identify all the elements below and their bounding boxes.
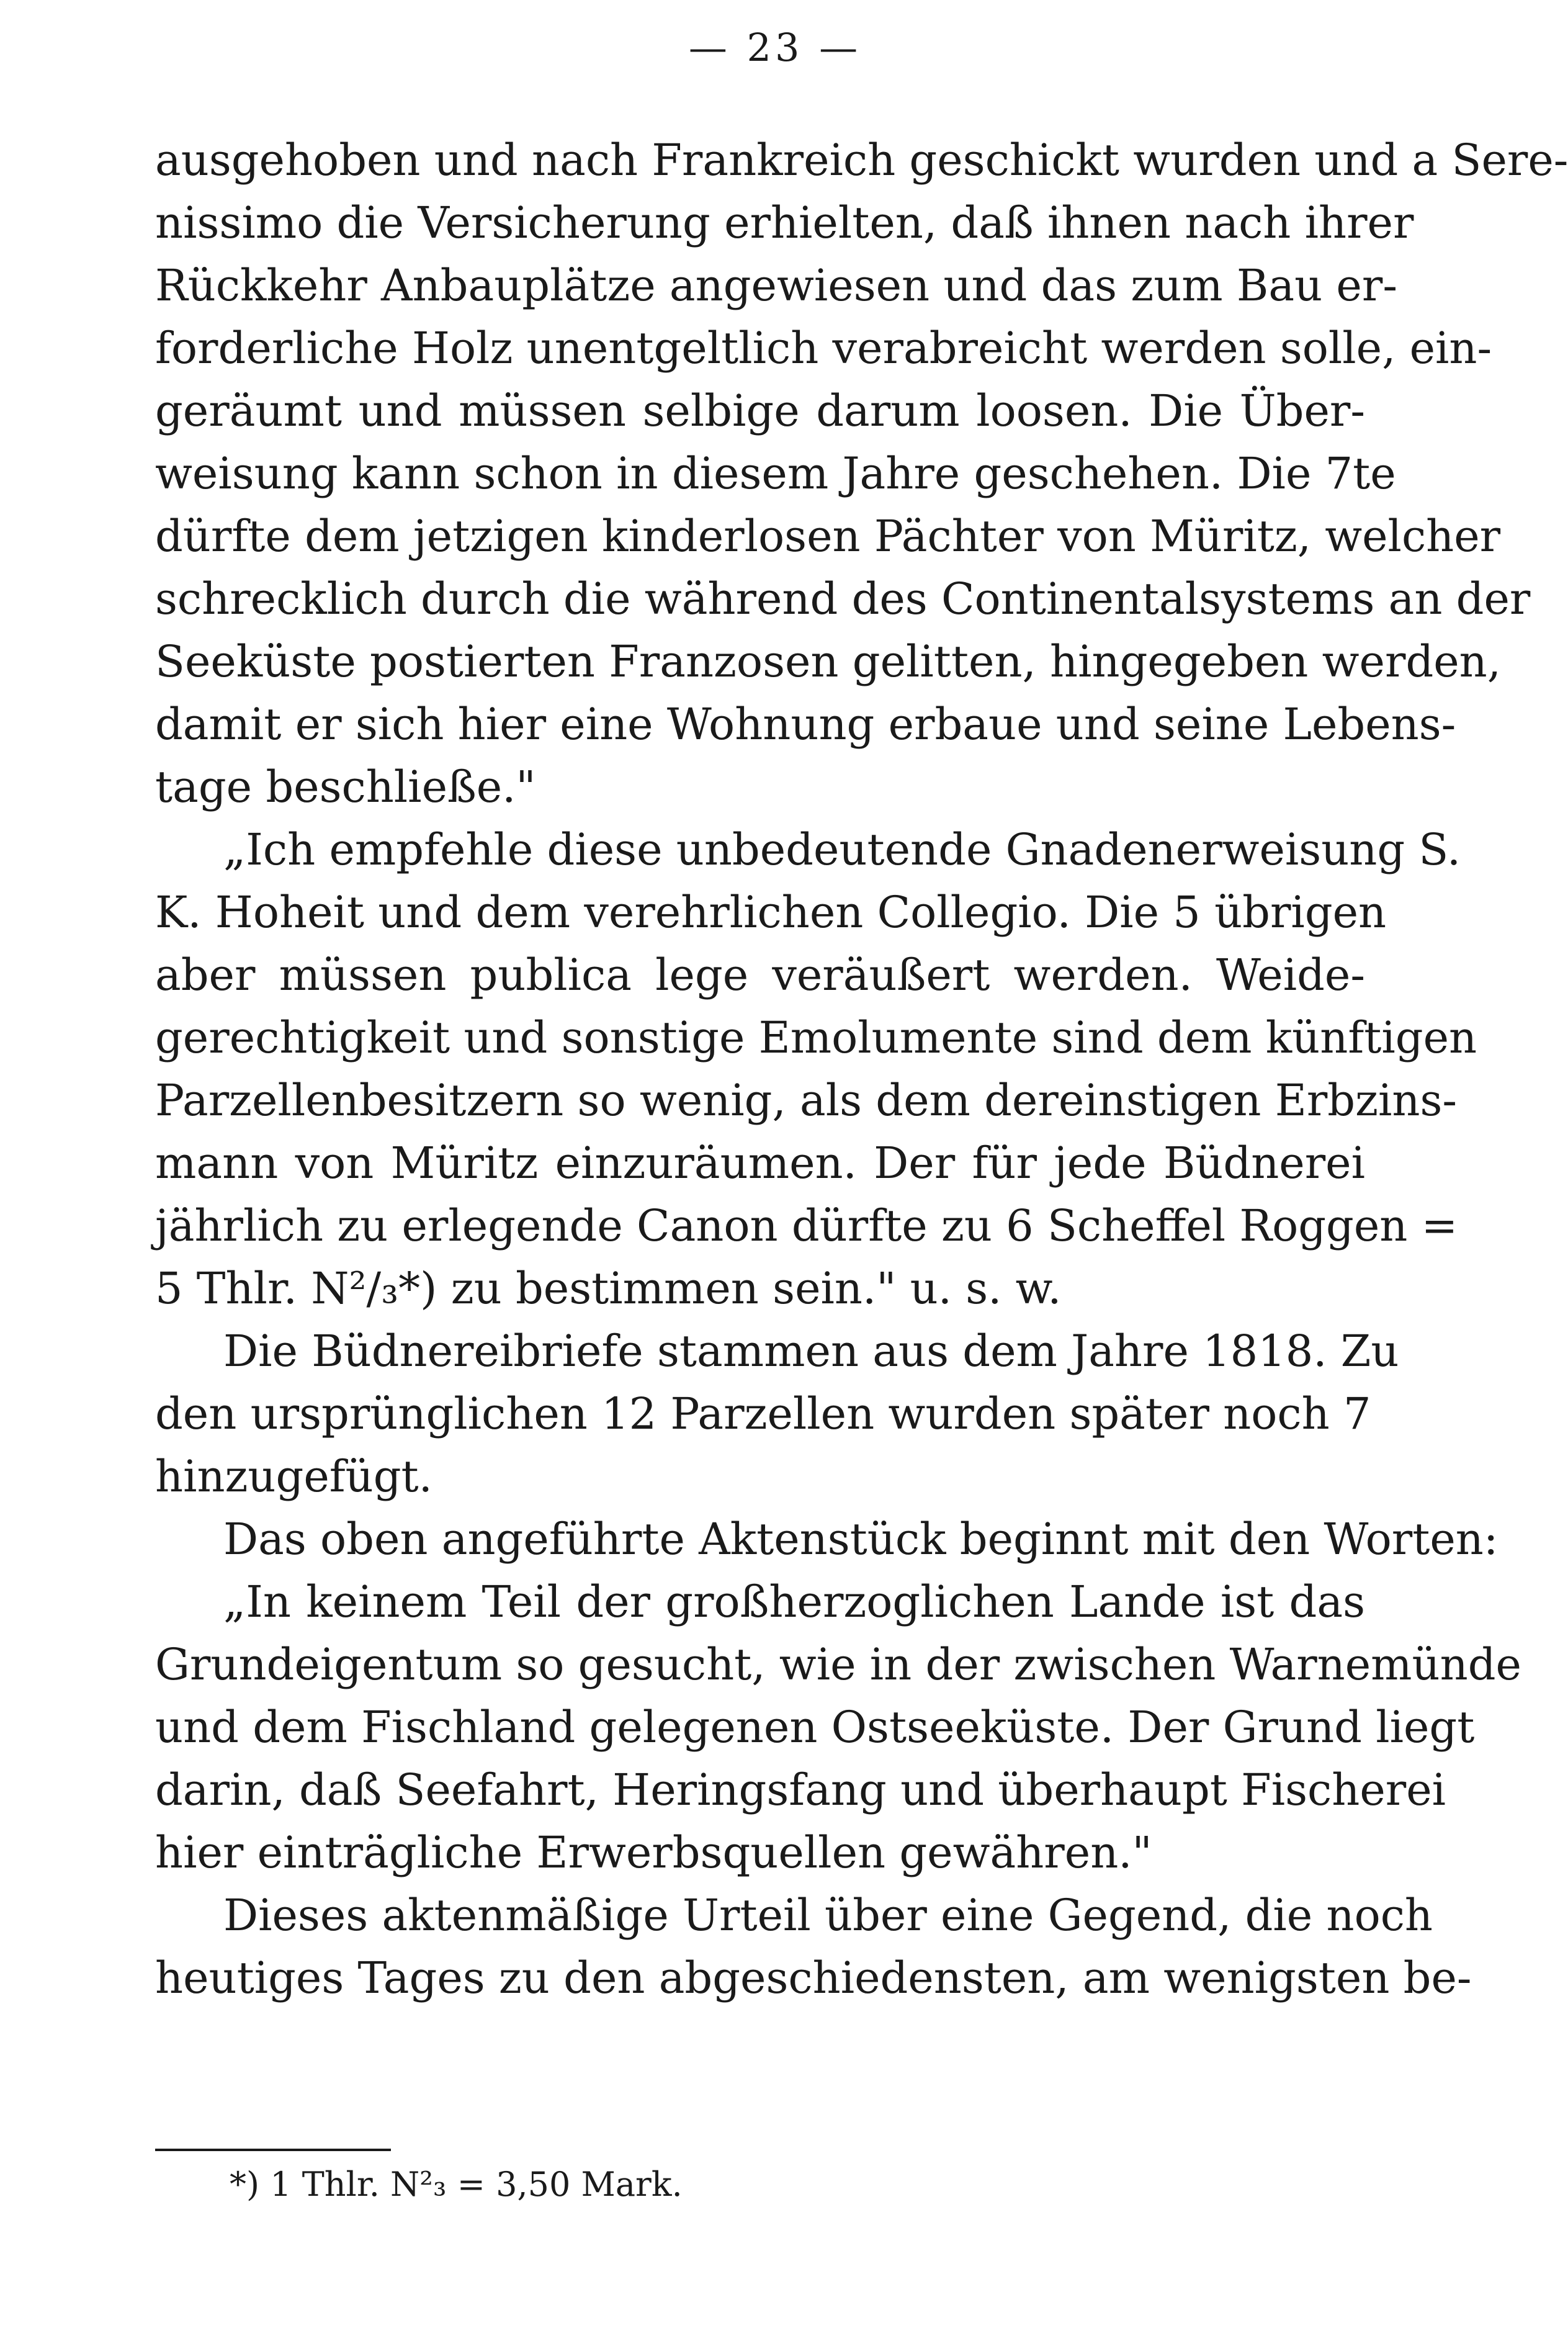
text-line: gerechtigkeit und sonstige Emolumente sind dem künftigen	[155, 1012, 1477, 1063]
text-line: Die Büdnereibriefe stammen aus dem Jahre 1818. Zu	[223, 1326, 1399, 1377]
text-line: nissimo die Versicherung erhielten, daß ihnen nach ihrer	[155, 197, 1414, 248]
text-line: hier einträgliche Erwerbsquellen gewähren."	[155, 1827, 1152, 1878]
footnote-divider	[155, 2149, 391, 2151]
text-line: geräumt und müssen selbige darum loosen. Die Über-	[155, 385, 1365, 436]
text-line: Dieses aktenmäßige Urteil über eine Gegend, die noch	[223, 1890, 1433, 1941]
text-line: „Ich empfehle diese unbedeutende Gnadenerweisung S.	[223, 824, 1461, 875]
text-line: dürfte dem jetzigen kinderlosen Pächter von Müritz, welcher	[155, 511, 1501, 562]
text-line: Rückkehr Anbauplätze angewiesen und das zum Bau er-	[155, 260, 1397, 311]
text-line: tage beschließe."	[155, 762, 536, 812]
text-line: forderliche Holz unentgeltlich verabreicht werden solle, ein-	[155, 323, 1492, 374]
text-line: hinzugefügt.	[155, 1451, 432, 1502]
text-line: Grundeigentum so gesucht, wie in der zwischen Warnemünde	[155, 1639, 1521, 1690]
text-line: aber müssen publica lege veräußert werden. Weide-	[155, 950, 1365, 1000]
text-line: schrecklich durch die während des Continentalsystems an der	[155, 573, 1531, 624]
page-number: — 23 —	[688, 25, 862, 70]
text-line: ausgehoben und nach Frankreich geschickt wurden und a Sere-	[155, 135, 1568, 186]
text-line: weisung kann schon in diesem Jahre geschehen. Die 7te	[155, 448, 1396, 499]
text-line: mann von Müritz einzuräumen. Der für jede Büdnerei	[155, 1138, 1365, 1189]
text-line: und dem Fischland gelegenen Ostseeküste. Der Grund liegt	[155, 1702, 1475, 1753]
text-line: Parzellenbesitzern so wenig, als dem dereinstigen Erbzins-	[155, 1075, 1458, 1126]
text-line: K. Hoheit und dem verehrlichen Collegio. Die 5 übrigen	[155, 887, 1387, 938]
text-line: „In keinem Teil der großherzoglichen Lande ist das	[223, 1576, 1365, 1627]
text-line: 5 Thlr. N²/₃*) zu bestimmen sein." u. s. w.	[155, 1263, 1062, 1314]
text-line: heutiges Tages zu den abgeschiedensten, am wenigsten be-	[155, 1953, 1472, 2003]
text-line: damit er sich hier eine Wohnung erbaue und seine Lebens-	[155, 699, 1456, 750]
footnote: *) 1 Thlr. N²₃ = 3,50 Mark.	[230, 2165, 683, 2204]
text-line: jährlich zu erlegende Canon dürfte zu 6 Scheffel Roggen =	[155, 1200, 1458, 1251]
text-line: darin, daß Seefahrt, Heringsfang und überhaupt Fischerei	[155, 1764, 1446, 1815]
text-line: Das oben angeführte Aktenstück beginnt mit den Worten:	[223, 1514, 1499, 1565]
text-line: den ursprünglichen 12 Parzellen wurden später noch 7	[155, 1388, 1371, 1439]
text-line: Seeküste postierten Franzosen gelitten, hingegeben werden,	[155, 636, 1502, 687]
body-text	[155, 129, 1568, 2010]
